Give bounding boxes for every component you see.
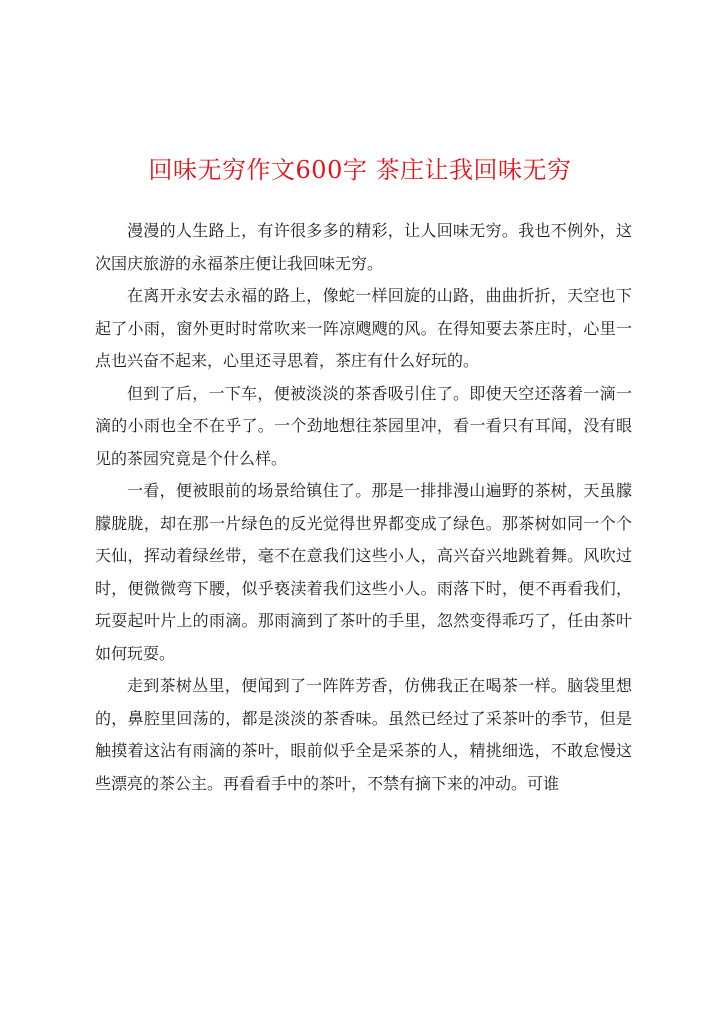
paragraph: 走到茶树丛里，便闻到了一阵阵芳香，仿佛我正在喝茶一样。脑袋里想的，鼻腔里回荡的，都是淡淡的茶香味。虽然已经过了采茶叶的季节，但是触摸着这沾有雨滴的茶叶，眼前似乎全是采茶的人，精挑细选，不敢怠慢这些漂亮的茶公主。再看看手中的茶叶，不禁有摘下来的冲动。可谁 [95, 676, 632, 793]
paragraph: 漫漫的人生路上，有许很多多的精彩，让人回味无穷。我也不例外，这次国庆旅游的永福茶庄便让我回味无穷。 [95, 221, 632, 273]
paragraph: 一看，便被眼前的场景给镇住了。那是一排排漫山遍野的茶树，天虽朦朦胧胧，却在那一片绿色的反光觉得世界都变成了绿色。那茶树如同一个个天仙，挥动着绿丝带，毫不在意我们这些小人，高兴奋兴地跳着舞。风吹过时，便微微弯下腰，似乎亵渎着我们这些小人。雨落下时，便不再看我们，玩耍起叶片上的雨滴。那雨滴到了茶叶的手里，忽然变得乖巧了，任由茶叶如何玩耍。 [95, 481, 632, 663]
paragraph: 但到了后，一下车，便被淡淡的茶香吸引住了。即使天空还落着一滴一滴的小雨也全不在乎了。一个劲地想往茶园里冲，看一看只有耳闻，没有眼见的茶园究竟是个什么样。 [95, 383, 632, 468]
document-title: 回味无穷作文600字 茶庄让我回味无穷 [148, 156, 572, 184]
paragraph: 在离开永安去永福的路上，像蛇一样回旋的山路，曲曲折折，天空也下起了小雨，窗外更时时常吹来一阵凉飕飕的风。在得知要去茶庄时，心里一点也兴奋不起来，心里还寻思着，茶庄有什么好玩的。 [95, 286, 632, 370]
document-body [95, 215, 632, 800]
